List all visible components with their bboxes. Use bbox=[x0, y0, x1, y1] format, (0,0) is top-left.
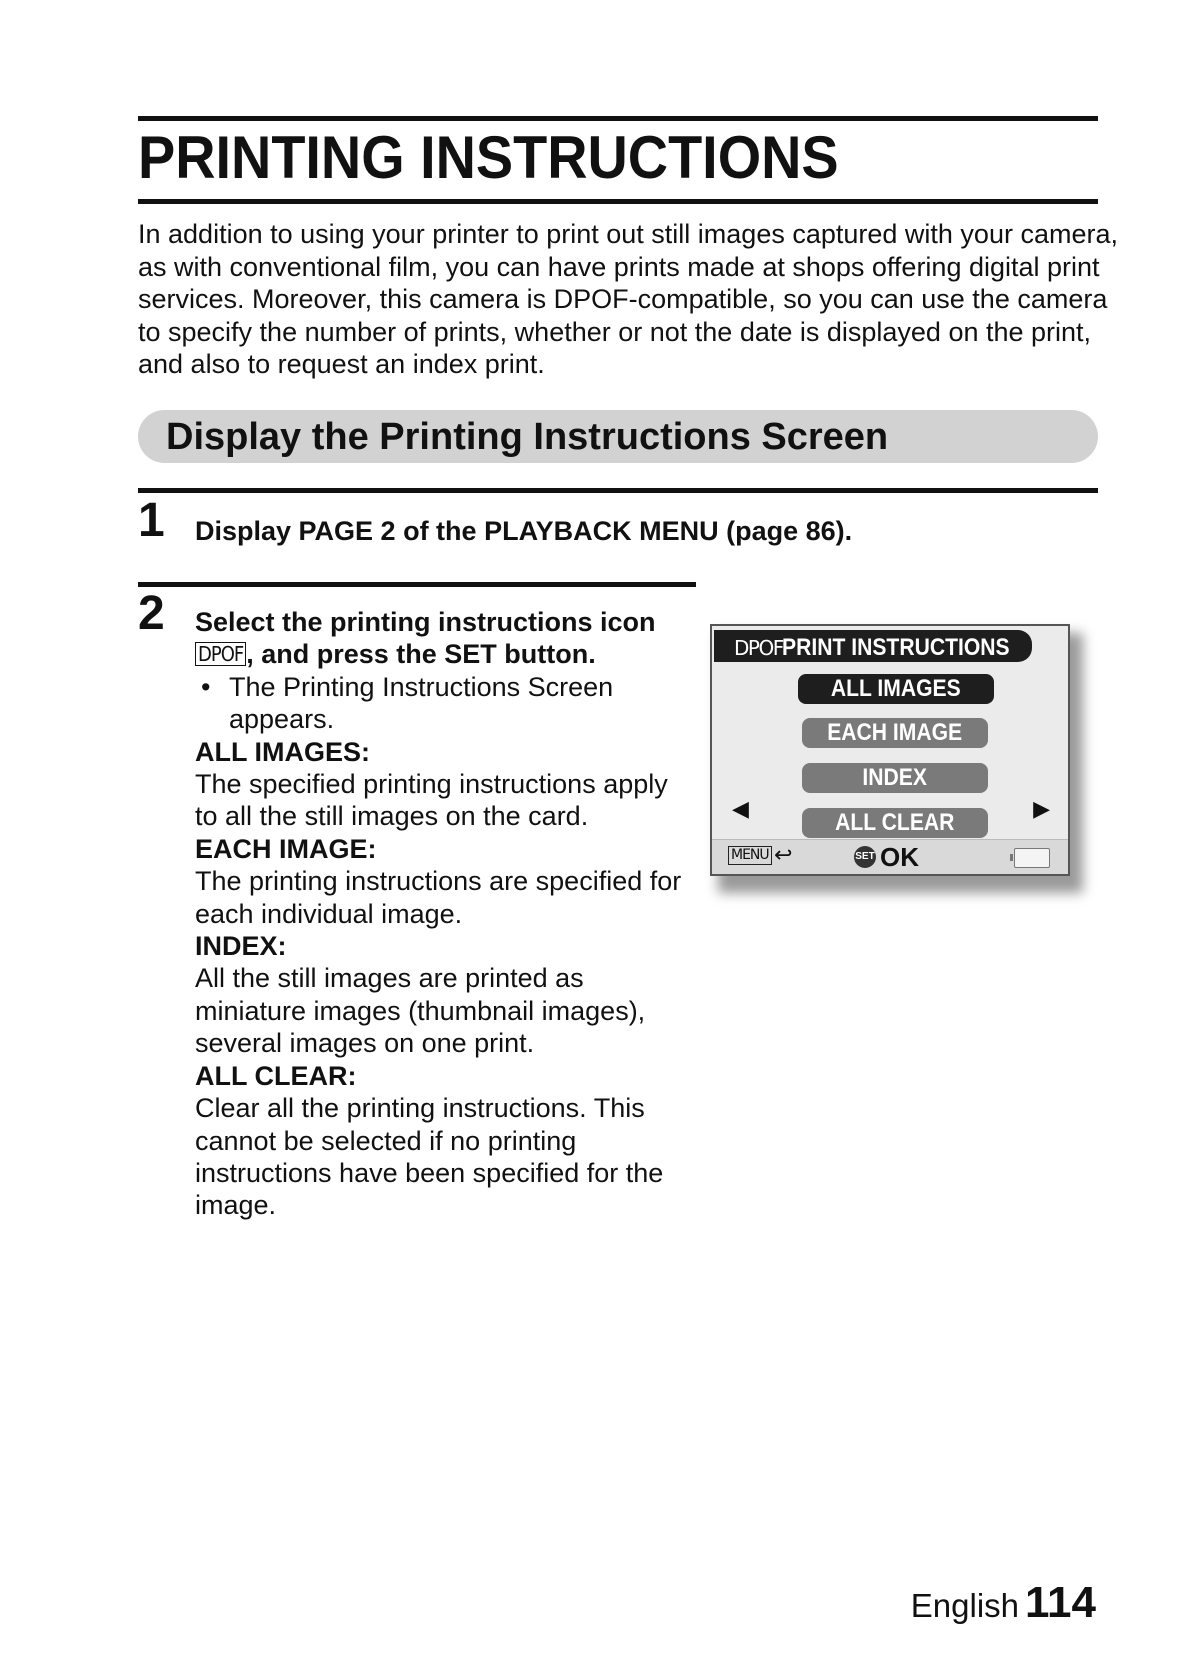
step2-lead bbox=[195, 606, 685, 671]
bullet-dot-icon: • bbox=[201, 671, 211, 702]
step2-lead-text-2: , and press the SET button. bbox=[246, 639, 596, 670]
step2-rule bbox=[138, 582, 696, 587]
footer-language: English bbox=[910, 1587, 1020, 1624]
step2-bullet bbox=[195, 671, 685, 736]
step2-lead-text: Select the printing instructions icon bbox=[195, 607, 656, 637]
title-bottom-rule bbox=[138, 199, 1098, 204]
intro-paragraph: In addition to using your printer to print out still images captured with your camera, as with conventional film, you can have prints made at shops offering digital print services. Moreover, this camera is DPOF-compatible, so you can use the camera to specify the number of prints, whether or not the date is displayed on the print, and also to request an index print. bbox=[138, 219, 1118, 379]
page-footer bbox=[911, 1578, 1096, 1628]
title-top-rule bbox=[138, 116, 1098, 121]
step1-rule bbox=[138, 488, 1098, 493]
definition-term: ALL IMAGES: bbox=[195, 736, 370, 767]
battery-icon bbox=[1014, 848, 1050, 868]
option-each-image[interactable]: EACH IMAGE bbox=[802, 718, 988, 748]
menu-icon[interactable]: MENU bbox=[728, 846, 772, 865]
set-icon[interactable]: SET bbox=[854, 846, 876, 868]
return-icon: ↩ bbox=[774, 842, 793, 867]
left-arrow-icon[interactable]: ◀ bbox=[732, 796, 749, 821]
step2-number: 2 bbox=[138, 587, 165, 640]
definition-desc: Clear all the printing instructions. This cannot be selected if no printing instructions have been specified for the image. bbox=[195, 1093, 664, 1221]
definition-desc: All the still images are printed as miniature images (thumbnail images), several images on one print. bbox=[195, 963, 646, 1059]
screen-header bbox=[714, 630, 1032, 662]
option-index[interactable]: INDEX bbox=[802, 763, 988, 793]
ok-label: OK bbox=[880, 842, 919, 872]
step2-bullet-text: The Printing Instructions Screen appears. bbox=[229, 671, 614, 735]
step1-number: 1 bbox=[138, 494, 165, 547]
definition-term: ALL CLEAR: bbox=[195, 1060, 357, 1091]
definition-term: INDEX: bbox=[195, 931, 287, 962]
camera-screen bbox=[710, 624, 1070, 876]
option-all-clear[interactable]: ALL CLEAR bbox=[802, 808, 988, 838]
screen-footer bbox=[712, 839, 1068, 874]
definition-term: EACH IMAGE: bbox=[195, 833, 377, 864]
dpof-icon: DPOF bbox=[734, 636, 783, 660]
screen-title: PRINT INSTRUCTIONS bbox=[782, 634, 1010, 661]
definition-desc: The specified printing instructions apply to all the still images on the card. bbox=[195, 769, 668, 832]
page-title: PRINTING INSTRUCTIONS bbox=[138, 124, 839, 191]
section-heading-bar bbox=[138, 410, 1098, 463]
dpof-icon: DPOF bbox=[195, 642, 246, 666]
step1-text: Display PAGE 2 of the PLAYBACK MENU (page 86). bbox=[195, 516, 853, 546]
section-heading: Display the Printing Instructions Screen bbox=[166, 416, 889, 458]
option-all-images[interactable]: ALL IMAGES bbox=[798, 674, 994, 704]
right-arrow-icon[interactable]: ▶ bbox=[1033, 796, 1050, 821]
step2-body bbox=[195, 606, 685, 1222]
page-number: 114 bbox=[1025, 1578, 1096, 1627]
definition-desc: The printing instructions are specified for each individual image. bbox=[195, 866, 682, 929]
